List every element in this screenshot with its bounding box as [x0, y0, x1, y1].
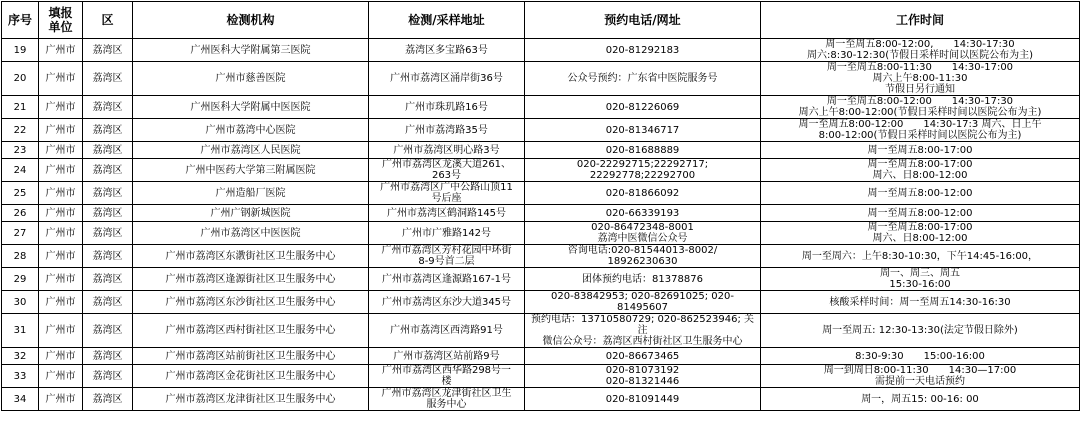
cell-hours: 周一至周五8:00-12:00, 14:30-17:30 周六:8:30-12:30(节假日采样时间以医院公布为主)	[761, 39, 1080, 62]
table-row	[2, 365, 1080, 388]
cell-unit: 广州市	[39, 39, 83, 62]
cell-district: 荔湾区	[83, 205, 133, 222]
cell-district: 荔湾区	[83, 39, 133, 62]
cell-unit: 广州市	[39, 291, 83, 314]
table-row	[2, 268, 1080, 291]
cell-no: 21	[2, 96, 39, 119]
cell-address: 广州市荔湾区西华路298号一 楼	[369, 365, 525, 388]
cell-address: 广州市荔湾区明心路3号	[369, 142, 525, 159]
cell-phone: 公众号预约：广东省中医院服务号	[525, 62, 761, 96]
cell-unit: 广州市	[39, 365, 83, 388]
cell-no: 29	[2, 268, 39, 291]
cell-district: 荔湾区	[83, 62, 133, 96]
cell-unit: 广州市	[39, 182, 83, 205]
cell-hours: 周一、周三、周五 15:30-16:00	[761, 268, 1080, 291]
cell-hours: 周一，周五15: 00-16: 00	[761, 388, 1080, 411]
cell-phone: 020-83842953; 020-82691025; 020-81495607	[525, 291, 761, 314]
cell-unit: 广州市	[39, 205, 83, 222]
cell-org: 广州市荔湾区东沙街社区卫生服务中心	[133, 291, 369, 314]
cell-district: 荔湾区	[83, 96, 133, 119]
table-row	[2, 182, 1080, 205]
table-row	[2, 205, 1080, 222]
cell-no: 28	[2, 245, 39, 268]
cell-address: 广州市荔湾区广中公路山顶11 号后座	[369, 182, 525, 205]
cell-phone: 020-86472348-8001 荔湾中医微信公众号	[525, 222, 761, 245]
table-row	[2, 388, 1080, 411]
cell-org: 广州市荔湾区西村街社区卫生服务中心	[133, 314, 369, 348]
cell-unit: 广州市	[39, 96, 83, 119]
cell-org: 广州造船厂医院	[133, 182, 369, 205]
table-row	[2, 245, 1080, 268]
cell-org: 广州市荔湾区站前街社区卫生服务中心	[133, 348, 369, 365]
table-row	[2, 314, 1080, 348]
cell-hours: 周一至周五8:00-12:00	[761, 182, 1080, 205]
cell-address: 广州市珠玑路16号	[369, 96, 525, 119]
cell-hours: 周一至周五8:00-17:00 周六、日8:00-12:00	[761, 159, 1080, 182]
header-district: 区	[83, 2, 133, 39]
cell-district: 荔湾区	[83, 245, 133, 268]
cell-district: 荔湾区	[83, 268, 133, 291]
cell-org: 广州市荔湾中心医院	[133, 119, 369, 142]
table-row	[2, 348, 1080, 365]
cell-no: 24	[2, 159, 39, 182]
cell-unit: 广州市	[39, 222, 83, 245]
cell-no: 31	[2, 314, 39, 348]
cell-address: 广州市荔湾路35号	[369, 119, 525, 142]
cell-unit: 广州市	[39, 348, 83, 365]
cell-unit: 广州市	[39, 159, 83, 182]
cell-district: 荔湾区	[83, 159, 133, 182]
cell-district: 荔湾区	[83, 388, 133, 411]
cell-address: 荔湾区多宝路63号	[369, 39, 525, 62]
cell-org: 广州市慈善医院	[133, 62, 369, 96]
header-address: 检测/采样地址	[369, 2, 525, 39]
cell-hours: 周一至周五8:00-12:00	[761, 205, 1080, 222]
header-hours: 工作时间	[761, 2, 1080, 39]
cell-no: 19	[2, 39, 39, 62]
cell-unit: 广州市	[39, 62, 83, 96]
cell-org: 广州市荔湾区中医医院	[133, 222, 369, 245]
cell-address: 广州市广雅路142号	[369, 222, 525, 245]
cell-unit: 广州市	[39, 245, 83, 268]
cell-address: 广州市荔湾区西湾路91号	[369, 314, 525, 348]
cell-no: 25	[2, 182, 39, 205]
cell-no: 26	[2, 205, 39, 222]
cell-org: 广州市荔湾区东漖街社区卫生服务中心	[133, 245, 369, 268]
cell-org: 广州医科大学附属第三医院	[133, 39, 369, 62]
cell-phone: 020-81073192 020-81321446	[525, 365, 761, 388]
cell-district: 荔湾区	[83, 314, 133, 348]
cell-no: 30	[2, 291, 39, 314]
table-row	[2, 142, 1080, 159]
cell-unit: 广州市	[39, 314, 83, 348]
cell-org: 广州市荔湾区逢源街社区卫生服务中心	[133, 268, 369, 291]
cell-district: 荔湾区	[83, 182, 133, 205]
cell-phone: 020-22292715;22292717; 22292778;22292700	[525, 159, 761, 182]
table-row	[2, 159, 1080, 182]
cell-district: 荔湾区	[83, 348, 133, 365]
cell-address: 广州市荔湾区逢源路167-1号	[369, 268, 525, 291]
cell-no: 32	[2, 348, 39, 365]
cell-no: 33	[2, 365, 39, 388]
cell-org: 广州中医药大学第三附属医院	[133, 159, 369, 182]
cell-district: 荔湾区	[83, 142, 133, 159]
cell-phone: 团体预约电话：81378876	[525, 268, 761, 291]
header-row	[2, 2, 1080, 39]
cell-phone: 020-81292183	[525, 39, 761, 62]
cell-hours: 周一至周五: 12:30-13:30(法定节假日除外)	[761, 314, 1080, 348]
cell-no: 27	[2, 222, 39, 245]
cell-no: 23	[2, 142, 39, 159]
header-phone: 预约电话/网址	[525, 2, 761, 39]
header-no: 序号	[2, 2, 39, 39]
cell-org: 广州广钢新城医院	[133, 205, 369, 222]
cell-hours: 周一至周五8:00-11:30 14:30-17:00 周六上午8:00-11:30 节假日另行通知	[761, 62, 1080, 96]
cell-hours: 周一到周日8:00-11:30 14:30—17:00 需提前一天电话预约	[761, 365, 1080, 388]
cell-address: 广州市荔湾区站前路9号	[369, 348, 525, 365]
cell-hours: 8:30-9:30 15:00-16:00	[761, 348, 1080, 365]
cell-address: 广州市荔湾区龙津街社区卫生 服务中心	[369, 388, 525, 411]
cell-hours: 周一至周五8:00-17:00 周六、日8:00-12:00	[761, 222, 1080, 245]
cell-address: 广州市荔湾区芳村花园中环街 8-9号首二层	[369, 245, 525, 268]
cell-district: 荔湾区	[83, 291, 133, 314]
cell-phone: 020-86673465	[525, 348, 761, 365]
cell-district: 荔湾区	[83, 119, 133, 142]
cell-unit: 广州市	[39, 142, 83, 159]
cell-org: 广州医科大学附属中医医院	[133, 96, 369, 119]
table-row	[2, 291, 1080, 314]
cell-phone: 020-66339193	[525, 205, 761, 222]
cell-hours: 周一至周六：上午8:30-10:30，下午14:45-16:00，	[761, 245, 1080, 268]
cell-address: 广州市荔湾区鹤洞路145号	[369, 205, 525, 222]
cell-phone: 咨询电话:020-81544013-8002/ 18926230630	[525, 245, 761, 268]
cell-phone: 预约电话：13710580729; 020-862523946; 关注 微信公众号：荔湾区西村街社区卫生服务中心	[525, 314, 761, 348]
cell-district: 荔湾区	[83, 222, 133, 245]
cell-no: 20	[2, 62, 39, 96]
cell-phone: 020-81346717	[525, 119, 761, 142]
cell-hours: 核酸采样时间：周一至周五14:30-16:30	[761, 291, 1080, 314]
cell-unit: 广州市	[39, 268, 83, 291]
cell-org: 广州市荔湾区金花街社区卫生服务中心	[133, 365, 369, 388]
cell-unit: 广州市	[39, 388, 83, 411]
header-unit: 填报 单位	[39, 2, 83, 39]
header-org: 检测机构	[133, 2, 369, 39]
cell-hours: 周一至周五8:00-12:00 14:30-17:3 周六、日上午 8:00-12:00(节假日采样时间以医院公布为主)	[761, 119, 1080, 142]
table-row	[2, 119, 1080, 142]
table-row	[2, 62, 1080, 96]
cell-org: 广州市荔湾区人民医院	[133, 142, 369, 159]
table-row	[2, 96, 1080, 119]
cell-address: 广州市荔湾区龙溪大道261、 263号	[369, 159, 525, 182]
cell-no: 34	[2, 388, 39, 411]
cell-hours: 周一至周五8:00-12:00 14:30-17:30 周六上午8:00-12:00(节假日采样时间以医院公布为主)	[761, 96, 1080, 119]
cell-phone: 020-81226069	[525, 96, 761, 119]
cell-hours: 周一至周五8:00-17:00	[761, 142, 1080, 159]
cell-no: 22	[2, 119, 39, 142]
testing-sites-table	[1, 1, 1080, 411]
table-body	[2, 39, 1080, 411]
cell-district: 荔湾区	[83, 365, 133, 388]
cell-org: 广州市荔湾区龙津街社区卫生服务中心	[133, 388, 369, 411]
cell-phone: 020-81091449	[525, 388, 761, 411]
table-row	[2, 39, 1080, 62]
cell-address: 广州市荔湾区东沙大道345号	[369, 291, 525, 314]
table-row	[2, 222, 1080, 245]
cell-phone: 020-81688889	[525, 142, 761, 159]
cell-unit: 广州市	[39, 119, 83, 142]
cell-phone: 020-81866092	[525, 182, 761, 205]
cell-address: 广州市荔湾区涌岸街36号	[369, 62, 525, 96]
